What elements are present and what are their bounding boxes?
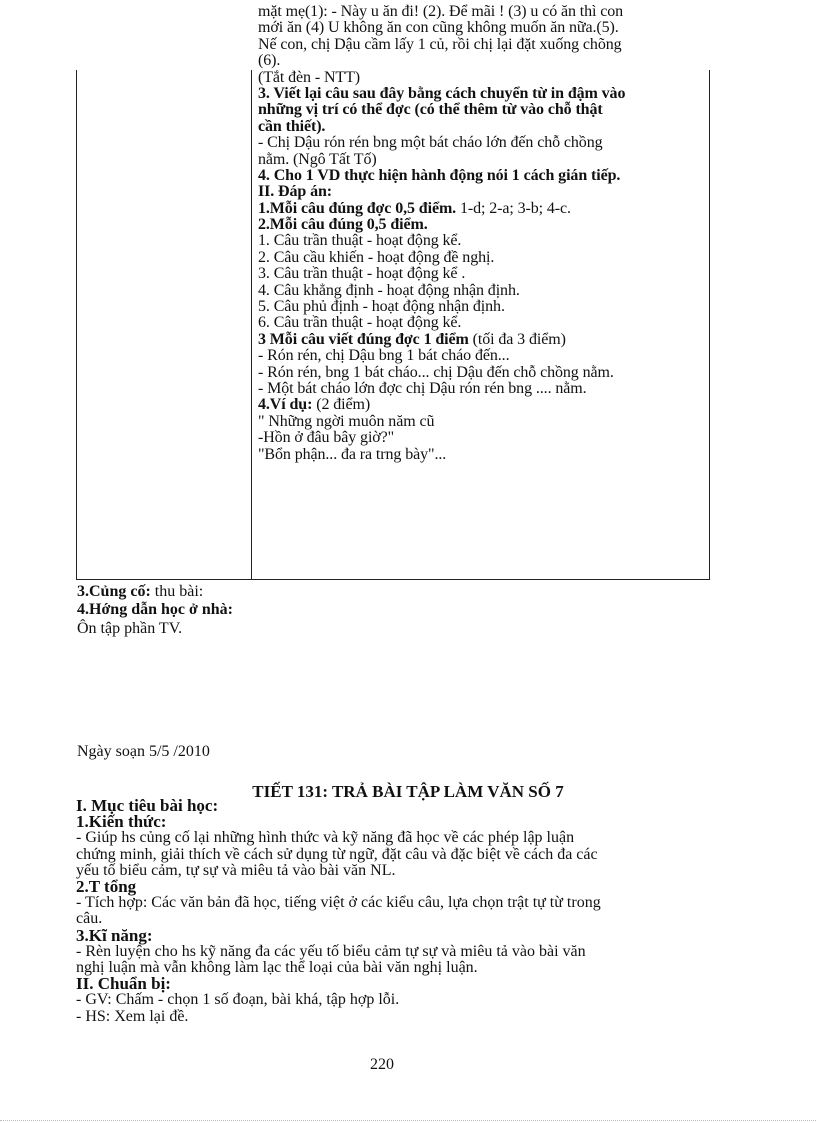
table-bottom-border (76, 579, 710, 580)
answer-4: 4.Ví dụ: (2 điểm) (258, 396, 371, 414)
lesson-title: TIẾT 131: TRẢ BÀI TẬP LÀM VĂN SỐ 7 (252, 782, 564, 801)
answer-3-list (258, 348, 708, 397)
text-line: - GV: Chấm - chọn 1 số đoạn, bài khá, tập hợp lỗi. (76, 991, 400, 1009)
page-bottom-rule (0, 1120, 816, 1121)
text-line: 2. Câu cầu khiến - hoạt động đề nghị. (258, 248, 495, 266)
ki-nang-text (76, 944, 716, 976)
text-line: 3. Viết lại câu sau đây bằng cách chuyển từ in đậm vào (258, 84, 626, 102)
ngay-soan: Ngày soạn 5/5 /2010 (77, 743, 210, 760)
text-line: "Bổn phận... đa ra trng bày"... (258, 445, 447, 463)
text-line: mới ăn (4) U không ăn con cũng không muốn ăn nữa.(5). (258, 19, 619, 37)
text-line: - Một bát cháo lớn đợc chị Dậu rón rén bng .... nằm. (258, 379, 587, 397)
text-line: 4. Câu khẳng định - hoạt động nhận định. (258, 281, 520, 299)
text-line: cần thiết). (258, 117, 326, 135)
cung-co: 3.Củng cố: thu bài: (77, 583, 204, 600)
text-line: 6. Câu trần thuật - hoạt động kể. (258, 314, 462, 332)
kien-thuc-heading: 1.Kiến thức: (76, 812, 167, 832)
text-line: - Giúp hs củng cố lại những hình thức và kỹ năng đã học về các phép lập luận (76, 829, 575, 847)
kien-thuc-text (76, 830, 716, 879)
text-line: - Rèn luyện cho hs kỹ năng đa các yếu tố biểu cảm tự sự và miêu tả vào bài văn (76, 942, 586, 960)
tich-hop-text (76, 895, 716, 927)
text-line: - Tích hợp: Các văn bản đã học, tiếng việt ở các kiểu câu, lựa chọn trật tự từ trong (76, 894, 601, 912)
on-tap-text: Ôn tập phần TV. (77, 620, 183, 637)
text-line: mặt mẹ(1): - Này u ăn đi! (2). Để mãi ! (3) u có ăn thì con (258, 3, 624, 20)
text-line: -Hồn ở đâu bây giờ?" (258, 429, 395, 447)
text-line: Nế con, chị Dậu cầm lấy 1 củ, rồi chị lại đặt xuống chõng (258, 35, 622, 53)
text-line: - Rón rén, bng 1 bát cháo... chị Dậu đến chỗ chồng nằm. (258, 363, 614, 381)
text-line: câu. (76, 910, 103, 928)
section-2-text (76, 992, 716, 1024)
text-line: 5. Câu phủ định - hoạt động nhận định. (258, 298, 505, 316)
text-line: nằm. (Ngô Tất Tố) (258, 150, 377, 168)
text-line: 4. Cho 1 VD thực hiện hành động nói 1 cách gián tiếp. (258, 166, 621, 184)
text-line: những vị trí có thể đợc (có thể thêm từ vào chỗ thật (258, 101, 603, 119)
huong-dan-heading: 4.Hớng dẫn học ở nhà: (77, 601, 233, 618)
tich-hop-heading: 2.T tổng (76, 877, 137, 897)
text-line: - Chị Dậu rón rén bng một bát cháo lớn đến chỗ chồng (258, 134, 603, 152)
text-line: (Tắt đèn - NTT) (258, 68, 361, 86)
section-2-heading: II. Chuẩn bị: (76, 974, 171, 994)
text-line: II. Đáp án: (258, 183, 333, 201)
answer-2-title: 2.Mỗi câu đúng 0,5 điểm. (258, 216, 428, 234)
text-line: (6). (258, 52, 281, 70)
text-line: chứng minh, giải thích về cách sử dụng từ ngữ, đặt câu và đặc biệt về cách đa các (76, 845, 598, 863)
text-line: - Rón rén, chị Dậu bng 1 bát cháo đến... (258, 347, 510, 365)
section-1-heading: I. Mục tiêu bài học: (76, 796, 219, 815)
answer-1: 1.Mỗi câu đúng đợc 0,5 điểm. 1-d; 2-a; 3-b; 4-c. (258, 199, 571, 217)
text-line: 1. Câu trần thuật - hoạt động kể. (258, 232, 462, 250)
text-line: - HS: Xem lại đề. (76, 1007, 189, 1025)
answer-2-list (258, 233, 708, 331)
section-1 (76, 798, 716, 1025)
answer-4-list (258, 414, 708, 463)
ki-nang-heading: 3.Kĩ năng: (76, 925, 153, 945)
text-line: 3. Câu trần thuật - hoạt động kể . (258, 265, 466, 283)
table-right-border (709, 70, 710, 580)
text-line: nghị luận mà vẫn không làm lạc thể loại của bài văn nghị luận. (76, 959, 478, 977)
question-lines (258, 4, 708, 201)
table-column-divider (251, 70, 252, 580)
text-line: " Những ngời muôn năm cũ (258, 412, 435, 430)
page-number: 220 (370, 1056, 394, 1073)
text-line: yếu tố biểu cảm, tự sự và miêu tả vào bài văn NL. (76, 861, 396, 879)
table-left-border (76, 70, 77, 580)
answer-3: 3 Mỗi câu viết đúng đợc 1 điểm (tối đa 3 điểm) (258, 330, 566, 348)
table-cell-content (258, 4, 708, 463)
